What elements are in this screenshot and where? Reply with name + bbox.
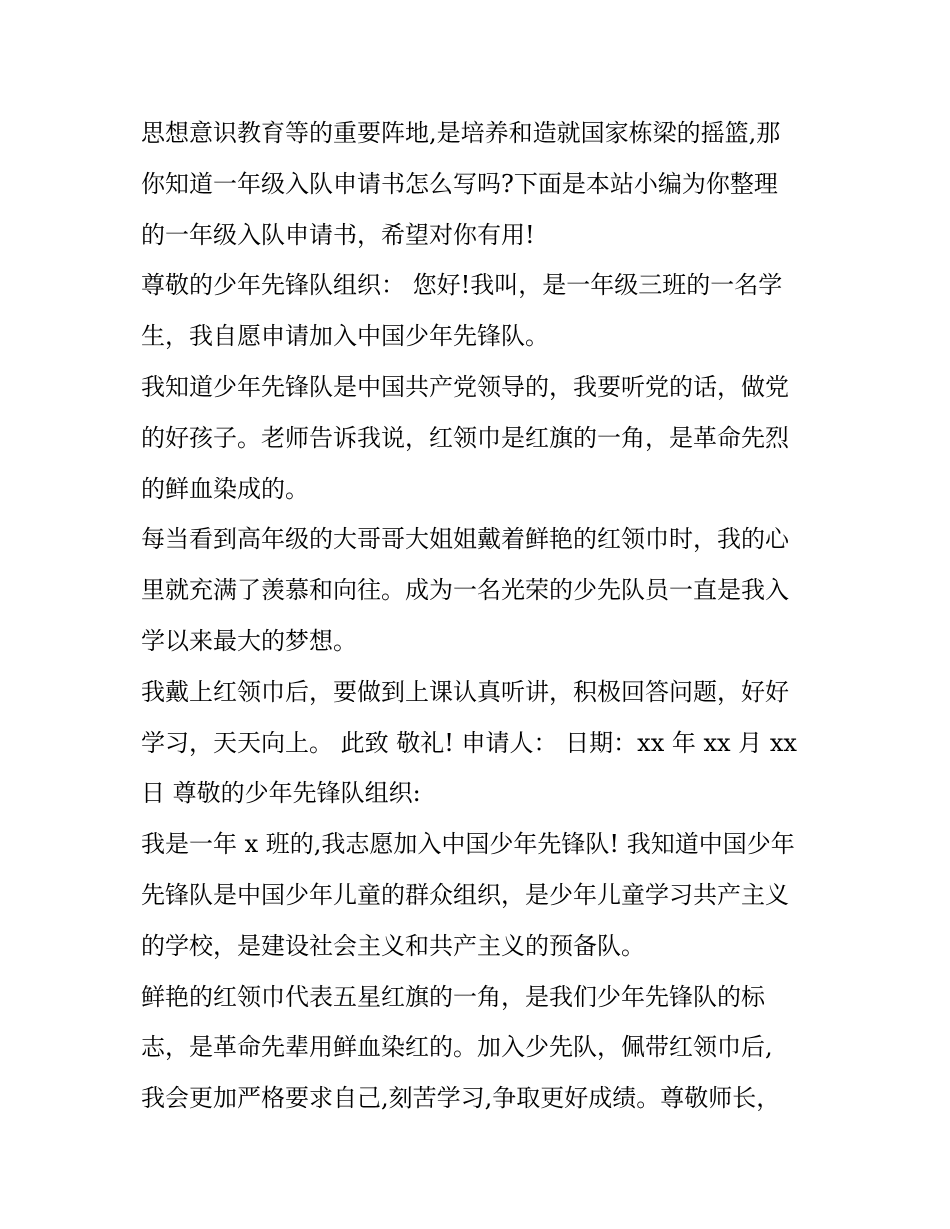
text-line-19: 志，是革命先辈用鲜血染红的。加入少先队，佩带红领巾后, (141, 1033, 773, 1062)
text-line-10: 里就充满了羡慕和向往。成为一名光荣的少先队员一直是我入 (141, 576, 789, 605)
text-line-13: 学习，天天向上。 此致 敬礼! 申请人： 日期：xx 年 xx 月 xx (141, 728, 797, 757)
text-line-7: 的好孩子。老师告诉我说，红领巾是红旗的一角，是革命先烈 (141, 423, 789, 452)
text-line-16: 先锋队是中国少年儿童的群众组织，是少年儿童学习共产主义 (141, 880, 789, 909)
text-line-12: 我戴上红领巾后，要做到上课认真听讲，积极回答问题，好好 (141, 677, 789, 706)
document-body (141, 108, 821, 1124)
text-line-14: 日 尊敬的少年先锋队组织: (141, 779, 421, 808)
text-line-9: 每当看到高年级的大哥哥大姐姐戴着鲜艳的红领巾时，我的心 (141, 525, 789, 554)
text-line-20: 我会更加严格要求自己,刻苦学习,争取更好成绩。尊敬师长， (141, 1084, 781, 1113)
text-line-18: 鲜艳的红领巾代表五星红旗的一角，是我们少年先锋队的标 (141, 982, 765, 1011)
text-line-15: 我是一年 x 班的,我志愿加入中国少年先锋队! 我知道中国少年 (141, 830, 795, 859)
text-line-2: 你知道一年级入队申请书怎么写吗?下面是本站小编为你整理 (141, 169, 778, 198)
text-line-6: 我知道少年先锋队是中国共产党领导的，我要听党的话，做党 (141, 372, 789, 401)
text-line-8: 的鲜血染成的。 (141, 474, 309, 503)
text-line-5: 生，我自愿申请加入中国少年先锋队。 (141, 322, 549, 351)
text-line-11: 学以来最大的梦想。 (141, 626, 357, 655)
text-line-1: 思想意识教育等的重要阵地,是培养和造就国家栋梁的摇篮,那 (141, 119, 781, 147)
text-line-3: 的一年级入队申请书，希望对你有用! (141, 220, 535, 249)
text-line-4: 尊敬的少年先锋队组织： 您好!我叫，是一年级三班的一名学 (141, 271, 783, 300)
text-line-17: 的学校，是建设社会主义和共产主义的预备队。 (141, 931, 645, 960)
